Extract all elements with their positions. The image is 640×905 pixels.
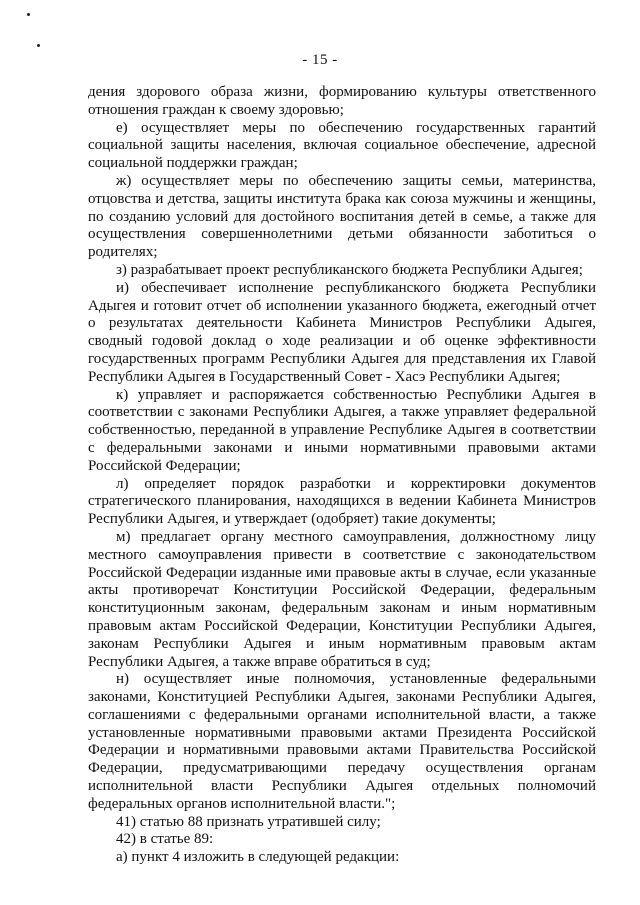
scan-speck: [27, 13, 30, 16]
scan-speck: [37, 44, 40, 47]
paragraph-item-l: л) определяет порядок разработки и корректировки документов стратегического планирования, находящихся в ведении Кабинета Министров Республики Адыгея, и утверждает (одобряет) такие документы;: [88, 475, 596, 528]
paragraph-item-a: а) пункт 4 изложить в следующей редакции:: [116, 849, 400, 866]
paragraph-item-i: и) обеспечивает исполнение республиканского бюджета Республики Адыгея и готовит отчет об исполнении указанного бюджета, ежегодный отчет о результатах деятельности Кабинета Министров Республики Адыгея, сводный годовой доклад о ходе реализации и об оценке эффективности государственных программ Республики Адыгея для представления их Главой Республики Адыгея в Государственный Совет - Хасэ Республики Адыгея;: [88, 279, 596, 385]
document-body: [88, 84, 596, 867]
paragraph-item-n: н) осуществляет иные полномочия, установленные федеральными законами, Конституцией Республики Адыгея, законами Республики Адыгея, соглашениями с федеральными органами исполнительной власти, а также установленные нормативными правовыми актами Президента Российской Федерации и нормативными правовыми актами Правительства Российской Федерации, предусматривающими передачу осуществления органам исполнительной власти Республики Адыгея отдельных полномочий федеральных органов исполнительной власти.";: [88, 671, 596, 812]
paragraph-item-z: з) разрабатывает проект республиканского бюджета Республики Адыгея;: [116, 261, 583, 278]
page-number: - 15 -: [302, 52, 338, 68]
paragraph-continuation: дения здорового образа жизни, формированию культуры ответственного отношения граждан к своему здоровью;: [88, 84, 596, 118]
paragraph-item-m: м) предлагает органу местного самоуправления, должностному лицу местного самоуправления привести в соответствие с законодательством Российской Федерации изданные ими правовые акты в случае, если указанные акты противоречат Конституции Российской Федерации, федеральным конституционным законам, федеральным законам и иным нормативным правовым актам Российской Федерации, Конституции Республики Адыгея, законам Республики Адыгея и иным нормативным правовым актам Республики Адыгея, а также вправе обратиться в суд;: [88, 528, 596, 670]
paragraph-item-k: к) управляет и распоряжается собственностью Республики Адыгея в соответствии с законами Республики Адыгея, а также управляет федеральной собственностью, переданной в управление Республике Адыгея в соответствии с федеральными законами и иными нормативными правовыми актами Российской Федерации;: [88, 386, 596, 474]
paragraph-article-88: 41) статью 88 признать утратившей силу;: [116, 813, 381, 830]
paragraph-article-89: 42) в статье 89:: [116, 831, 214, 848]
paragraph-item-e: е) осуществляет меры по обеспечению государственных гарантий социальной защиты населения, включая социальное обеспечение, адресной социальной поддержки граждан;: [88, 119, 596, 172]
paragraph-item-zh: ж) осуществляет меры по обеспечению защиты семьи, материнства, отцовства и детства, защиты института брака как союза мужчины и женщины, по созданию условий для достойного воспитания детей в семье, а также для осуществления совершеннолетними детьми обязанности заботиться о родителях;: [88, 172, 596, 261]
